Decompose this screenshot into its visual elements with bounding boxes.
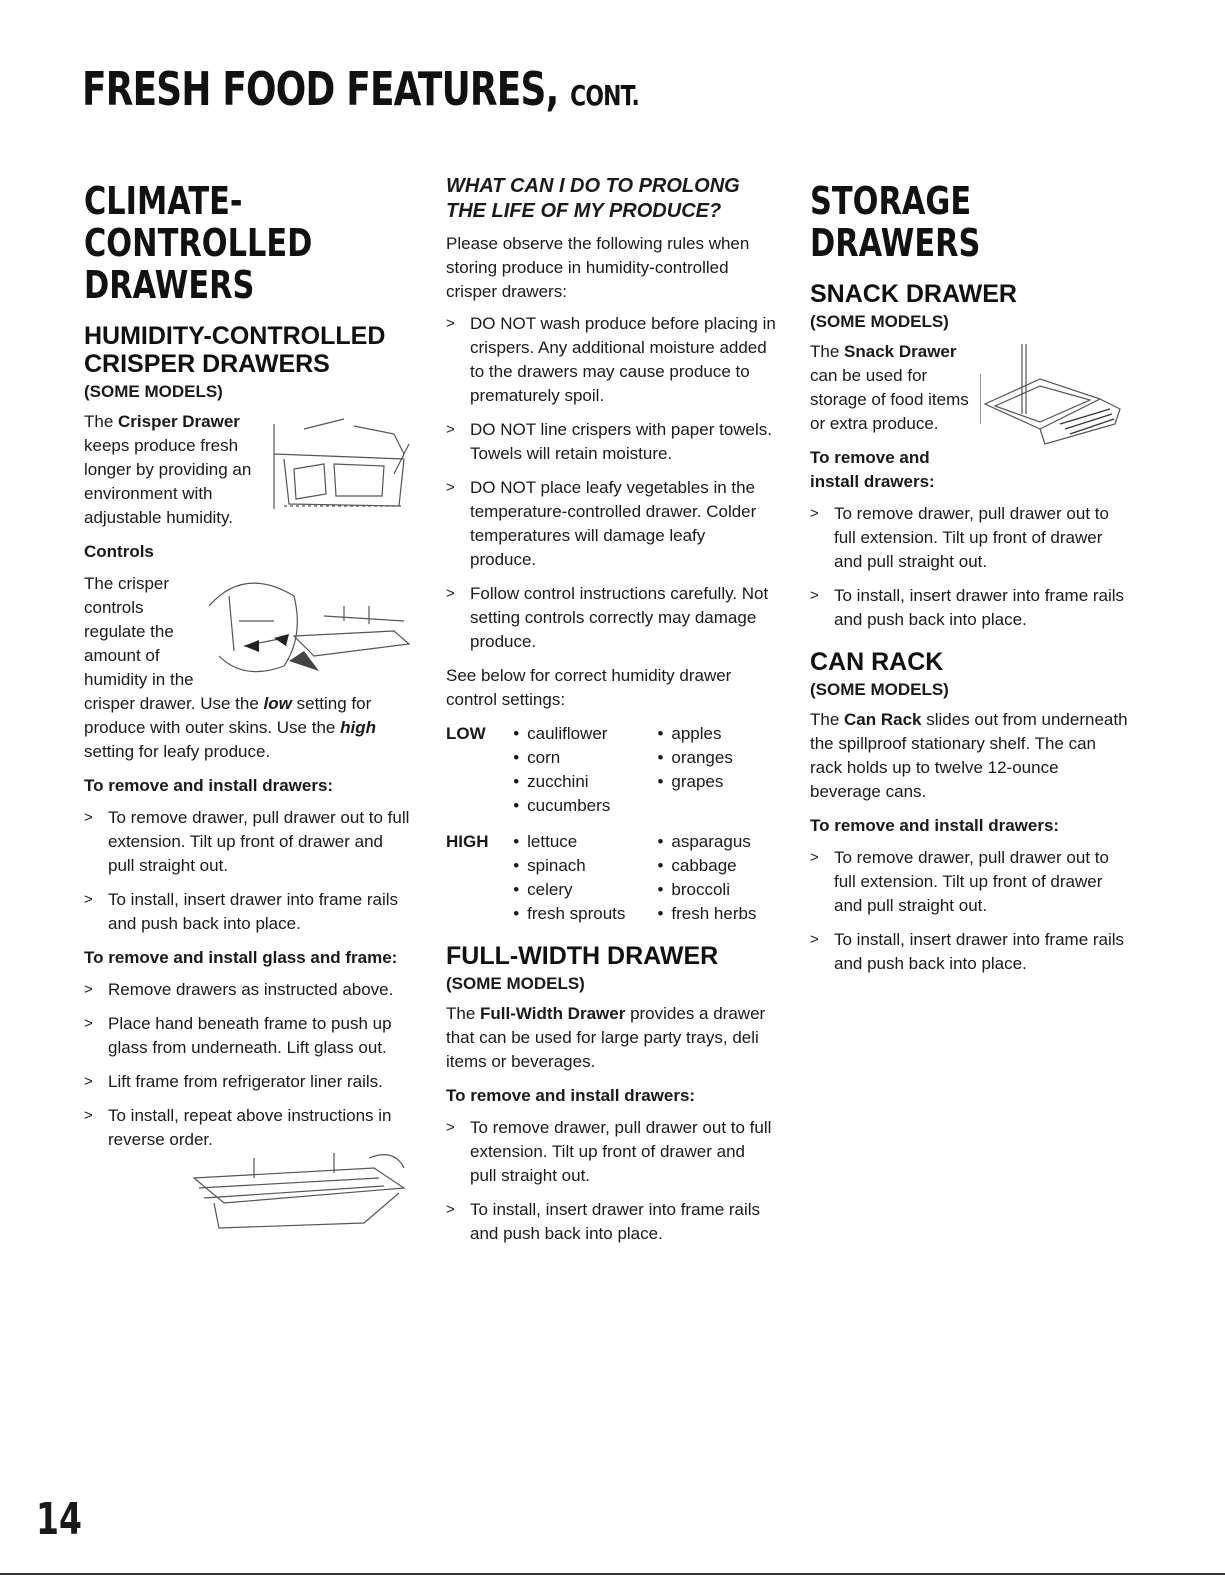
list-item: [446, 476, 776, 572]
crisper-drawer-illustration: [264, 414, 414, 514]
section-title-line: CLIMATE-CONTROLLED: [84, 179, 313, 265]
controls-text-2: setting for produce with outer skins. Use the: [84, 694, 372, 737]
produce-item: • fresh herbs: [657, 904, 757, 923]
high-items-col1: [513, 830, 657, 926]
snack-drawer-illustration: [980, 344, 1130, 454]
step-text: To install, insert drawer into frame rails and push back into place.: [108, 890, 399, 933]
list-item: > To install, insert drawer into frame rails and push back into place.: [446, 1200, 761, 1243]
controls-text-3: setting for leafy produce.: [84, 742, 271, 761]
arrow-icon: >: [84, 891, 93, 908]
produce-item: • fresh sprouts: [513, 904, 626, 923]
controls-high: high: [340, 718, 376, 737]
snack-remove-heading: To remove and install drawers:: [810, 448, 935, 491]
produce-item: • lettuce: [513, 832, 578, 851]
section-title-climate: [84, 180, 414, 306]
heading-full-width-drawer: FULL-WIDTH DRAWER: [446, 942, 719, 970]
section-title-storage: STORAGE DRAWERS: [810, 179, 981, 265]
list-item: > To install, insert drawer into frame rails and push back into place.: [810, 930, 1125, 973]
setting-label-low: LOW: [446, 724, 486, 743]
rule-text: DO NOT place leafy vegetables in the temperature-controlled drawer. Colder temperatures will damage leafy produce.: [470, 478, 757, 569]
glass-steps: [84, 978, 414, 1152]
snack-remove-steps: [810, 502, 1130, 632]
heading-crisper-drawers: HUMIDITY-CONTROLLED CRISPER DRAWERS: [84, 322, 386, 378]
low-items-col2: [657, 722, 776, 818]
produce-item: • zucchini: [513, 772, 589, 791]
arrow-icon: >: [446, 1119, 455, 1136]
question-line: WHAT CAN I DO TO PROLONG: [446, 175, 740, 197]
can-remove-steps: [810, 846, 1130, 976]
arrow-icon: >: [446, 1201, 455, 1218]
produce-item: • celery: [513, 880, 573, 899]
question-line: THE LIFE OF MY PRODUCE?: [446, 200, 722, 222]
heading-snack-drawer: SNACK DRAWER: [810, 280, 1017, 308]
models-note: (SOME MODELS): [810, 312, 949, 331]
see-below-text: See below for correct humidity drawer control settings:: [446, 666, 732, 709]
controls-text-1: The crisper controls regulate the amount of humidity in the crisper drawer. Use the: [84, 574, 259, 713]
page-title-cont: CONT.: [570, 79, 639, 112]
intro-rest: keeps produce fresh longer by providing an environment with adjustable humidity.: [84, 436, 252, 527]
full-remove-heading: To remove and install drawers:: [446, 1086, 696, 1105]
list-item: > To remove drawer, pull drawer out to full extension. Tilt up front of drawer and pull straight out.: [446, 1118, 772, 1185]
list-item: [84, 978, 414, 1002]
humidity-settings-table: [446, 722, 776, 926]
glass-heading: To remove and install glass and frame:: [84, 948, 398, 967]
models-note: (SOME MODELS): [446, 974, 585, 993]
intro-bold: Crisper Drawer: [118, 412, 240, 431]
produce-rules: [446, 312, 776, 654]
column-climate-controlled: [84, 170, 414, 1243]
controls-heading: Controls: [84, 542, 154, 561]
high-items-col2: [657, 830, 776, 926]
arrow-icon: >: [446, 421, 455, 438]
produce-item: • cauliflower: [513, 724, 608, 743]
full-remove-steps: [446, 1116, 776, 1246]
low-items-col1: [513, 722, 657, 818]
produce-item: • grapes: [657, 772, 724, 791]
page-number: 14: [36, 1494, 82, 1545]
snack-intro: The Snack Drawer can be used for storage of food items or extra produce.: [810, 342, 969, 433]
arrow-icon: >: [810, 931, 819, 948]
arrow-icon: >: [446, 315, 455, 332]
can-rack-intro: The Can Rack slides out from underneath the spillproof stationary shelf. The can rack holds up to twelve 12-ounce beverage cans.: [810, 710, 1128, 801]
glass-frame-illustration: [184, 1148, 414, 1238]
models-note: (SOME MODELS): [810, 680, 949, 699]
list-item: [446, 418, 776, 466]
step-text: Lift frame from refrigerator liner rails.: [108, 1072, 383, 1091]
setting-label-high: HIGH: [446, 832, 489, 851]
produce-item: • broccoli: [657, 880, 730, 899]
arrow-icon: >: [446, 585, 455, 602]
produce-item: • apples: [657, 724, 722, 743]
column-storage-drawers: [810, 170, 1130, 986]
arrow-icon: >: [84, 981, 93, 998]
step-text: To install, repeat above instructions in reverse order.: [108, 1106, 392, 1149]
step-text: Remove drawers as instructed above.: [108, 980, 394, 999]
produce-item: • corn: [513, 748, 561, 767]
list-item: [446, 312, 776, 408]
rule-text: DO NOT wash produce before placing in crispers. Any additional moisture added to the drawers may cause produce to prematurely spoil.: [470, 314, 776, 405]
intro-prefix: The: [84, 412, 114, 431]
arrow-icon: >: [810, 587, 819, 604]
produce-item: • cabbage: [657, 856, 737, 875]
produce-item: • cucumbers: [513, 796, 611, 815]
heading-can-rack: CAN RACK: [810, 648, 944, 676]
question-heading: [446, 174, 776, 224]
step-text: Place hand beneath frame to push up glass from underneath. Lift glass out.: [108, 1014, 392, 1057]
list-item: > To remove drawer, pull drawer out to full extension. Tilt up front of drawer and pull straight out.: [810, 848, 1109, 915]
list-item: > To install, insert drawer into frame rails and push back into place.: [810, 586, 1125, 629]
arrow-icon: >: [446, 479, 455, 496]
step-text: To remove drawer, pull drawer out to full extension. Tilt up front of drawer and pull straight out.: [108, 808, 410, 875]
arrow-icon: >: [84, 1107, 93, 1124]
arrow-icon: >: [84, 1015, 93, 1032]
section-title-line: DRAWERS: [84, 263, 255, 307]
crisper-controls-illustration: [204, 576, 414, 686]
controls-low: low: [263, 694, 292, 713]
remove-steps: [84, 806, 414, 936]
arrow-icon: >: [84, 809, 93, 826]
list-item: [84, 1070, 414, 1094]
arrow-icon: >: [84, 1073, 93, 1090]
list-item: [84, 1104, 414, 1152]
produce-item: • spinach: [513, 856, 586, 875]
settings-row-low: [446, 722, 776, 818]
list-item: [84, 806, 414, 878]
rules-intro: Please observe the following rules when storing produce in humidity-controlled crisper drawers:: [446, 234, 750, 301]
arrow-icon: >: [810, 849, 819, 866]
column-prolong-produce: [446, 170, 776, 1256]
produce-item: • oranges: [657, 748, 733, 767]
rule-text: DO NOT line crispers with paper towels. Towels will retain moisture.: [470, 420, 773, 463]
list-item: [446, 582, 776, 654]
produce-item: • asparagus: [657, 832, 751, 851]
list-item: [84, 888, 414, 936]
can-remove-heading: To remove and install drawers:: [810, 816, 1060, 835]
settings-row-high: [446, 830, 776, 926]
bottom-divider: [0, 1573, 1225, 1575]
list-item: > To remove drawer, pull drawer out to full extension. Tilt up front of drawer and pull straight out.: [810, 504, 1109, 571]
page-title: [82, 62, 639, 116]
arrow-icon: >: [810, 505, 819, 522]
page-title-main: FRESH FOOD FEATURES,: [82, 62, 559, 116]
list-item: [84, 1012, 414, 1060]
remove-heading: To remove and install drawers:: [84, 776, 334, 795]
models-note: (SOME MODELS): [84, 382, 223, 401]
full-width-intro: The Full-Width Drawer provides a drawer that can be used for large party trays, deli items or beverages.: [446, 1004, 766, 1071]
rule-text: Follow control instructions carefully. Not setting controls correctly may damage produce.: [470, 584, 769, 651]
